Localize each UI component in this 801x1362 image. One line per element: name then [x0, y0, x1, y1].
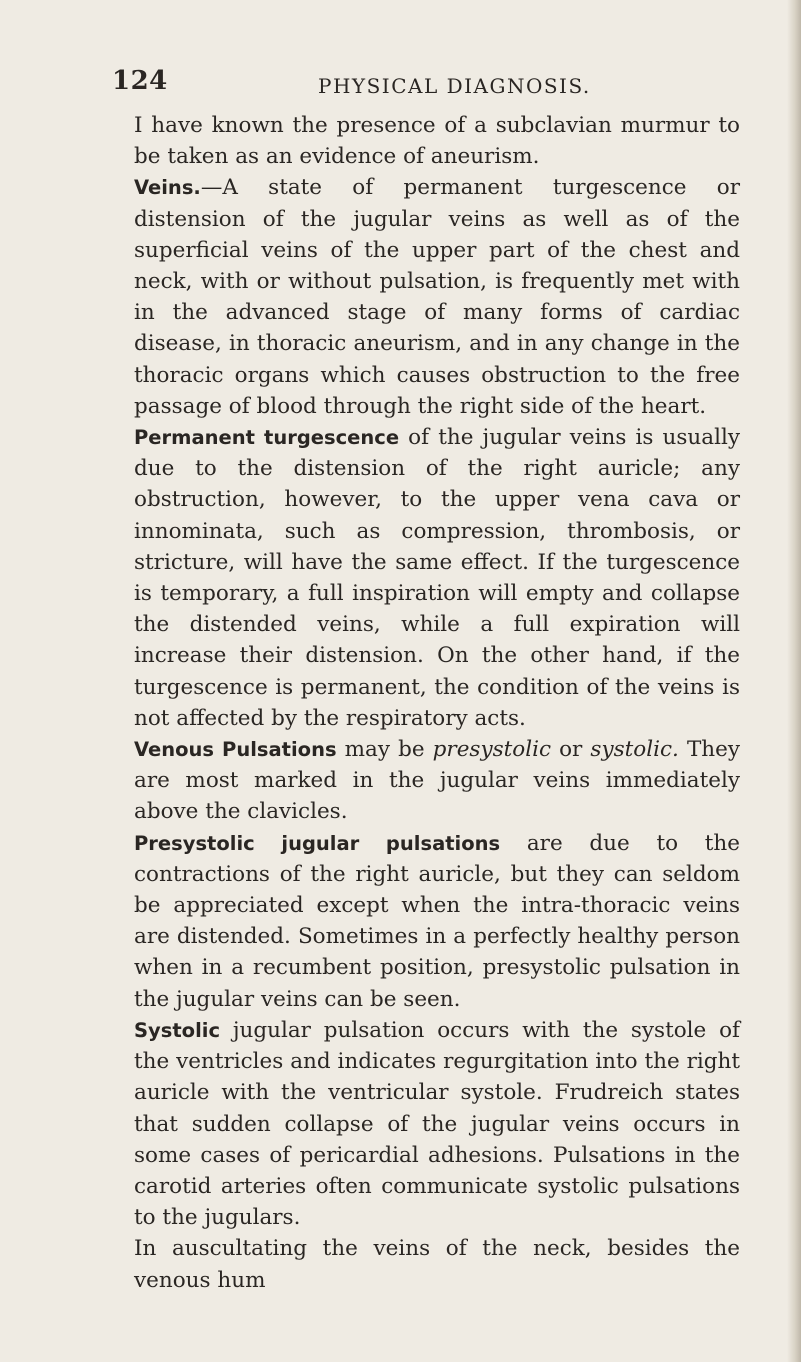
paragraph-text: of the jugular veins is usually due to the distension of the right auricle; any obstruction, however, to the upper vena cava or innominata, such as compression, thrombosis, or stricture, will have the same effect. If the turgescence is temporary, a full inspiration will empty and collapse the distended veins, while a full expiration will increase their distension. On the other hand, if the turgescence is permanent, the condition of the veins is not affected by the respiratory acts.	[134, 425, 740, 731]
paragraph-text: jugular pulsation occurs with the systole of the ventricles and indicates regurgitation into the right auricle with the ventricular systole. Frudreich states that sudden collapse of the jugular veins occurs in some cases of pericardial adhesions. Pulsations in the carotid arteries often communicate systolic pulsations to the jugulars.	[134, 1017, 740, 1231]
paragraph-lead: Permanent turgescence	[134, 426, 400, 450]
paragraph-text: They are most marked in the jugular veins immediately above the clavicles.	[134, 737, 740, 825]
page-body	[112, 110, 740, 1296]
page-number: 124	[112, 66, 168, 96]
paragraph-text: —A state of permanent turgescence or distension of the jugular veins as well as of the superficial veins of the upper part of the chest and neck, with or without pulsation, is frequently met with in the advanced stage of many forms of cardiac disease, in thoracic aneurism, and in any change in the thoracic organs which causes obstruction to the free passage of blood through the right side of the heart.	[134, 175, 740, 419]
paragraph-lead: Venous Pulsations	[134, 738, 337, 762]
paragraph-text: I have known the presence of a subclavian murmur to be taken as an evidence of aneurism.	[134, 113, 740, 170]
paragraph-systolic	[112, 1015, 740, 1233]
paragraph-veins	[112, 172, 740, 422]
paragraph-text: are due to the contractions of the right auricle, but they can seldom be appreciated except when the intra-thoracic veins are distended. Sometimes in a perfectly healthy person when in a recumbent position, presystolic pulsation in the jugular veins can be seen.	[134, 830, 740, 1012]
paragraph-lead: Systolic	[134, 1018, 221, 1042]
paragraph-auscultating	[112, 1233, 740, 1295]
page-edge-shadow	[787, 0, 801, 1362]
term-presystolic: presystolic	[432, 737, 552, 763]
term-systolic: systolic.	[590, 737, 679, 763]
running-head: PHYSICAL DIAGNOSIS.	[318, 74, 591, 98]
paragraph-permanent-turgescence	[112, 422, 740, 734]
paragraph-venous-pulsations	[112, 734, 740, 828]
paragraph-aneurism	[112, 110, 740, 172]
paragraph-lead: Veins.	[134, 176, 201, 200]
paragraph-text: may be	[336, 737, 433, 763]
paragraph-text: or	[551, 737, 591, 763]
paragraph-lead: Presystolic jugular pulsations	[134, 831, 501, 855]
paragraph-text: In auscultating the veins of the neck, besides the venous hum	[134, 1236, 740, 1293]
page-header	[112, 64, 752, 104]
paragraph-presystolic	[112, 828, 740, 1015]
